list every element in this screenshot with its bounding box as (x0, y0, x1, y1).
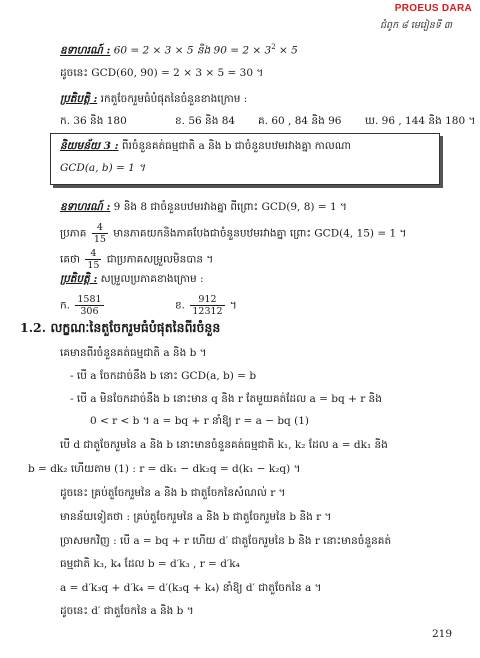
practice-1-text: រកតួចែករួមធំបំផុតនៃចំនួនខាងក្រោម : (97, 93, 248, 105)
example-1-text: 60 = 2 × 3 × 5 និង 90 = 2 × 3 (113, 44, 272, 57)
practice-2-item-b (175, 294, 237, 317)
body-line: មានន័យទៀតថា : គ្រប់តួចែករួមនៃ a និង b ជាតួចែករួមនៃ b និង r ។ (60, 511, 332, 523)
practice-1-item-a: ក. 36 និង 180 (60, 115, 127, 127)
example-1-text-after: × 5 (275, 44, 298, 57)
item-prefix: ក. (60, 299, 71, 312)
body-line: ដូចនេះ d′ ជាតួចែកនៃ a និង b ។ (60, 605, 194, 617)
fraction-suffix: មានភាគយកនិងភាគបែងជាចំនួនបឋមរវាងគ្នា ព្រោះ GCD(4, 15) = 1 ។ (109, 227, 407, 240)
definition-label: និយមន័យ 3 : (60, 140, 119, 152)
practice-label: ប្រតិបត្តិ : (60, 93, 98, 105)
example-2-text: 9 និង 8 ជាចំនួនបឋមរវាងគ្នា ពីព្រោះ GCD(9, 8) = 1 ។ (110, 201, 347, 213)
example-1 (60, 40, 298, 58)
body-line: - បើ a ចែកដាច់នឹង b នោះ GCD(a, b) = b (70, 370, 257, 382)
example-label: ឧទាហរណ៍ : (60, 44, 111, 57)
fraction-numerator: 1581 (77, 294, 102, 305)
fraction (85, 248, 101, 271)
fraction (190, 294, 224, 317)
practice-1 (60, 92, 247, 106)
fraction-numerator: 4 (92, 222, 108, 234)
practice-2-item-a (60, 294, 106, 317)
body-line: 0 < r < b ។ a = bq + r នាំឱ្យ r = a − bq (1) (90, 415, 309, 427)
body-line: ច្រាសមកវិញ : បើ a = bq + r ហើយ d′ ជាតួចែករួមនៃ b និង r នោះមានចំនួនគត់ (60, 535, 392, 547)
fraction-numerator: 4 (85, 248, 101, 260)
body-line: b = dk₂ ហើយតាម (1) : r = dk₁ − dk₂q = d(k₁ − k₂q) ។ (28, 463, 301, 475)
exponent: 2 (271, 43, 276, 51)
body-line: ធម្មជាតិ k₃, k₄ ដែល b = d′k₃ , r = d′k₄ (60, 558, 240, 570)
example-2-fraction-line (60, 222, 406, 245)
practice-1-item-b: ខ. 56 និង 84 (175, 115, 236, 127)
practice-2 (60, 272, 204, 286)
definition-text: ពីរចំនួនគត់ធម្មជាតិ a និង b ជាចំនួនបឋមរវាងគ្នា កាលណា (118, 140, 351, 152)
practice-1-item-c: គ. 60 , 84 និង 96 (258, 115, 342, 127)
body-line: - បើ a មិនចែកដាច់នឹង b នោះមាន q និង r តែមួយគត់ដែល a = bq + r និង (70, 393, 382, 405)
practice-2-text: សម្រួលប្រភាគខាងក្រោម : (97, 273, 204, 285)
fraction-denominator: 15 (93, 234, 106, 245)
fraction-suffix: ជាប្រភាគសម្រួលមិនបាន ។ (103, 253, 214, 266)
fraction-prefix: គេថា (60, 253, 80, 266)
fraction-denominator: 306 (80, 306, 99, 317)
item-prefix: ខ. (175, 299, 186, 312)
fraction-denominator: 15 (87, 260, 100, 271)
practice-label: ប្រតិបត្តិ : (60, 273, 98, 285)
body-line: បើ d ជាតួចែករួមនៃ a និង b នោះមានចំនួនគត់ធម្មជាតិ k₁, k₂ ដែល a = dk₁ និង (60, 439, 388, 451)
example-2 (60, 200, 347, 214)
item-suffix: ។ (226, 299, 237, 312)
definition-line-1 (60, 139, 351, 153)
body-line: a = d′k₃q + d′k₄ = d′(k₃q + k₄) នាំឱ្យ d′ ជាតួចែកនៃ a ។ (60, 582, 322, 594)
example-2-irreducible-line (60, 248, 213, 271)
fraction (75, 294, 103, 317)
chapter-header: ជំពូក ៨ មេរៀនទី ៣ (380, 20, 452, 31)
definition-line-2: GCD(a, b) = 1 ។ (60, 162, 146, 174)
fraction (92, 222, 108, 245)
fraction-denominator: 12312 (192, 306, 223, 317)
example-label: ឧទាហរណ៍ : (60, 201, 111, 213)
fraction-prefix: ប្រភាគ (60, 227, 87, 240)
brand-watermark: PROEUS DARA (394, 3, 472, 14)
section-heading: 1.2. លក្ខណៈនៃតួចែករួមធំបំផុតនៃពីរចំនួន (20, 320, 221, 335)
body-line: ដូចនេះ គ្រប់តួចែករួមនៃ a និង b ជាតួចែកនៃសំណល់ r ។ (60, 487, 286, 499)
page-number: 219 (432, 628, 453, 640)
body-line: គេមានពីរចំនួនគត់ធម្មជាតិ a និង b ។ (60, 347, 207, 359)
practice-1-item-d: ឃ. 96 , 144 និង 180 ។ (365, 115, 476, 127)
fraction-numerator: 912 (190, 294, 224, 306)
example-1-result: ដូចនេះ GCD(60, 90) = 2 × 3 × 5 = 30 ។ (60, 67, 264, 79)
